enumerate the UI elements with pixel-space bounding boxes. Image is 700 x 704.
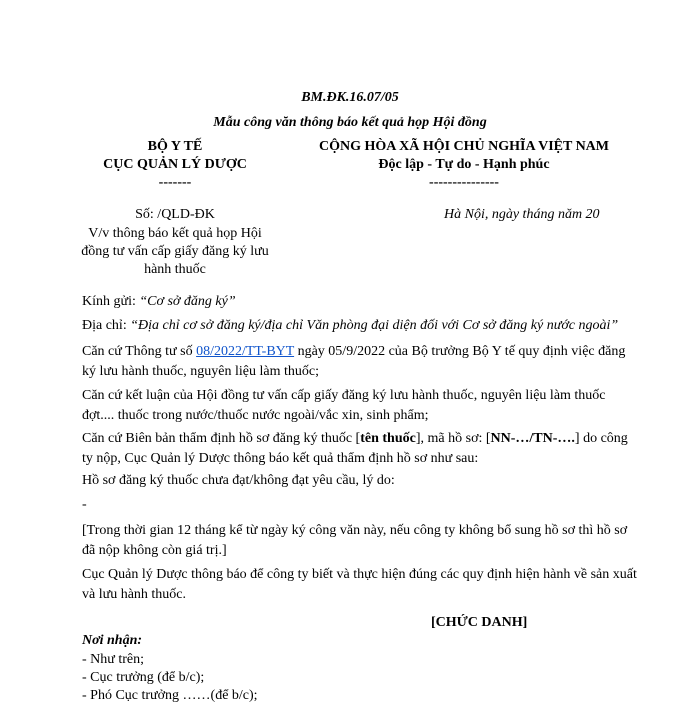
recipients-item-3: - Phó Cục trưởng ……(để b/c); bbox=[82, 688, 258, 703]
recipient-value: “Cơ sở đăng ký” bbox=[139, 294, 236, 309]
validity-note: [Trong thời gian 12 tháng kể từ ngày ký công văn này, nếu công ty không bổ sung hồ sơ thì hồ sơ đã nộp không còn giá trị.] bbox=[82, 523, 628, 558]
form-code: BM.ĐK.16.07/05 bbox=[301, 90, 399, 105]
place-and-date: Hà Nội, ngày tháng năm 20 bbox=[444, 207, 600, 222]
basis1-suffix: ngày 05/9/2022 của Bộ trưởng Bộ Y tế quy định việc đăng ký lưu hành thuốc, nguyên liệu làm thuốc; bbox=[82, 344, 626, 379]
recipients-item-1: - Như trên; bbox=[82, 652, 145, 667]
reason-bullet: - bbox=[82, 497, 87, 512]
right-header-rule: --------------- bbox=[429, 175, 499, 190]
recipient-line bbox=[82, 294, 236, 310]
basis-appraisal-paragraph bbox=[82, 429, 638, 469]
closing-paragraph: Cục Quản lý Dược thông báo để công ty biết và thực hiện đúng các quy định hiện hành về sản xuất và lưu hành thuốc. bbox=[82, 567, 637, 602]
basis3-prefix: Căn cứ Biên bản thẩm định hồ sơ đăng ký thuốc [ bbox=[82, 431, 361, 446]
department-name: CỤC QUẢN LÝ DƯỢC bbox=[103, 157, 247, 172]
basis3-suffix: ] do công ty nộp, Cục Quản lý Dược thông báo kết quả thẩm định hồ sơ như sau: bbox=[82, 431, 628, 466]
recipients-heading: Nơi nhận: bbox=[82, 633, 143, 648]
basis1-prefix: Căn cứ Thông tư số bbox=[82, 344, 197, 359]
signature-title: [CHỨC DANH] bbox=[431, 615, 528, 630]
recipients-item-2: - Cục trưởng (để b/c); bbox=[82, 670, 205, 685]
document-number: Số: /QLD-ĐK bbox=[135, 207, 215, 222]
basis-circular-paragraph bbox=[82, 342, 638, 382]
basis-council-paragraph: Căn cứ kết luận của Hội đồng tư vấn cấp giấy đăng ký lưu hành thuốc, nguyên liệu làm thuốc đợt.... thuốc trong nước/thuốc nước ngoài/vắc xin, sinh phẩm; bbox=[82, 388, 606, 423]
recipient-label: Kính gửi: bbox=[82, 294, 140, 309]
drug-name-placeholder: tên thuốc bbox=[360, 431, 416, 446]
national-motto: Độc lập - Tự do - Hạnh phúc bbox=[378, 157, 550, 172]
basis3-middle: ], mã hồ sơ: [ bbox=[415, 431, 491, 446]
status-line: Hồ sơ đăng ký thuốc chưa đạt/không đạt yêu cầu, lý do: bbox=[82, 473, 395, 488]
address-line bbox=[82, 318, 618, 334]
left-header-rule: ------- bbox=[158, 175, 192, 190]
circular-link[interactable]: 08/2022/TT-BYT bbox=[196, 344, 295, 359]
subject-line-1: V/v thông báo kết quả họp Hội bbox=[88, 226, 262, 241]
address-label: Địa chỉ: bbox=[82, 318, 131, 333]
ministry-name: BỘ Y TẾ bbox=[147, 139, 203, 154]
form-title: Mẫu công văn thông báo kết quả họp Hội đồng bbox=[213, 115, 487, 130]
address-value: “Địa chỉ cơ sở đăng ký/địa chỉ Văn phòng đại diện đối với Cơ sở đăng ký nước ngoài” bbox=[130, 318, 619, 333]
subject-line-2: đồng tư vấn cấp giấy đăng ký lưu bbox=[81, 244, 269, 259]
country-name: CỘNG HÒA XÃ HỘI CHỦ NGHĨA VIỆT NAM bbox=[318, 139, 609, 154]
dossier-code-placeholder: NN-…/TN-…. bbox=[490, 431, 575, 446]
subject-line-3: hành thuốc bbox=[144, 262, 206, 277]
